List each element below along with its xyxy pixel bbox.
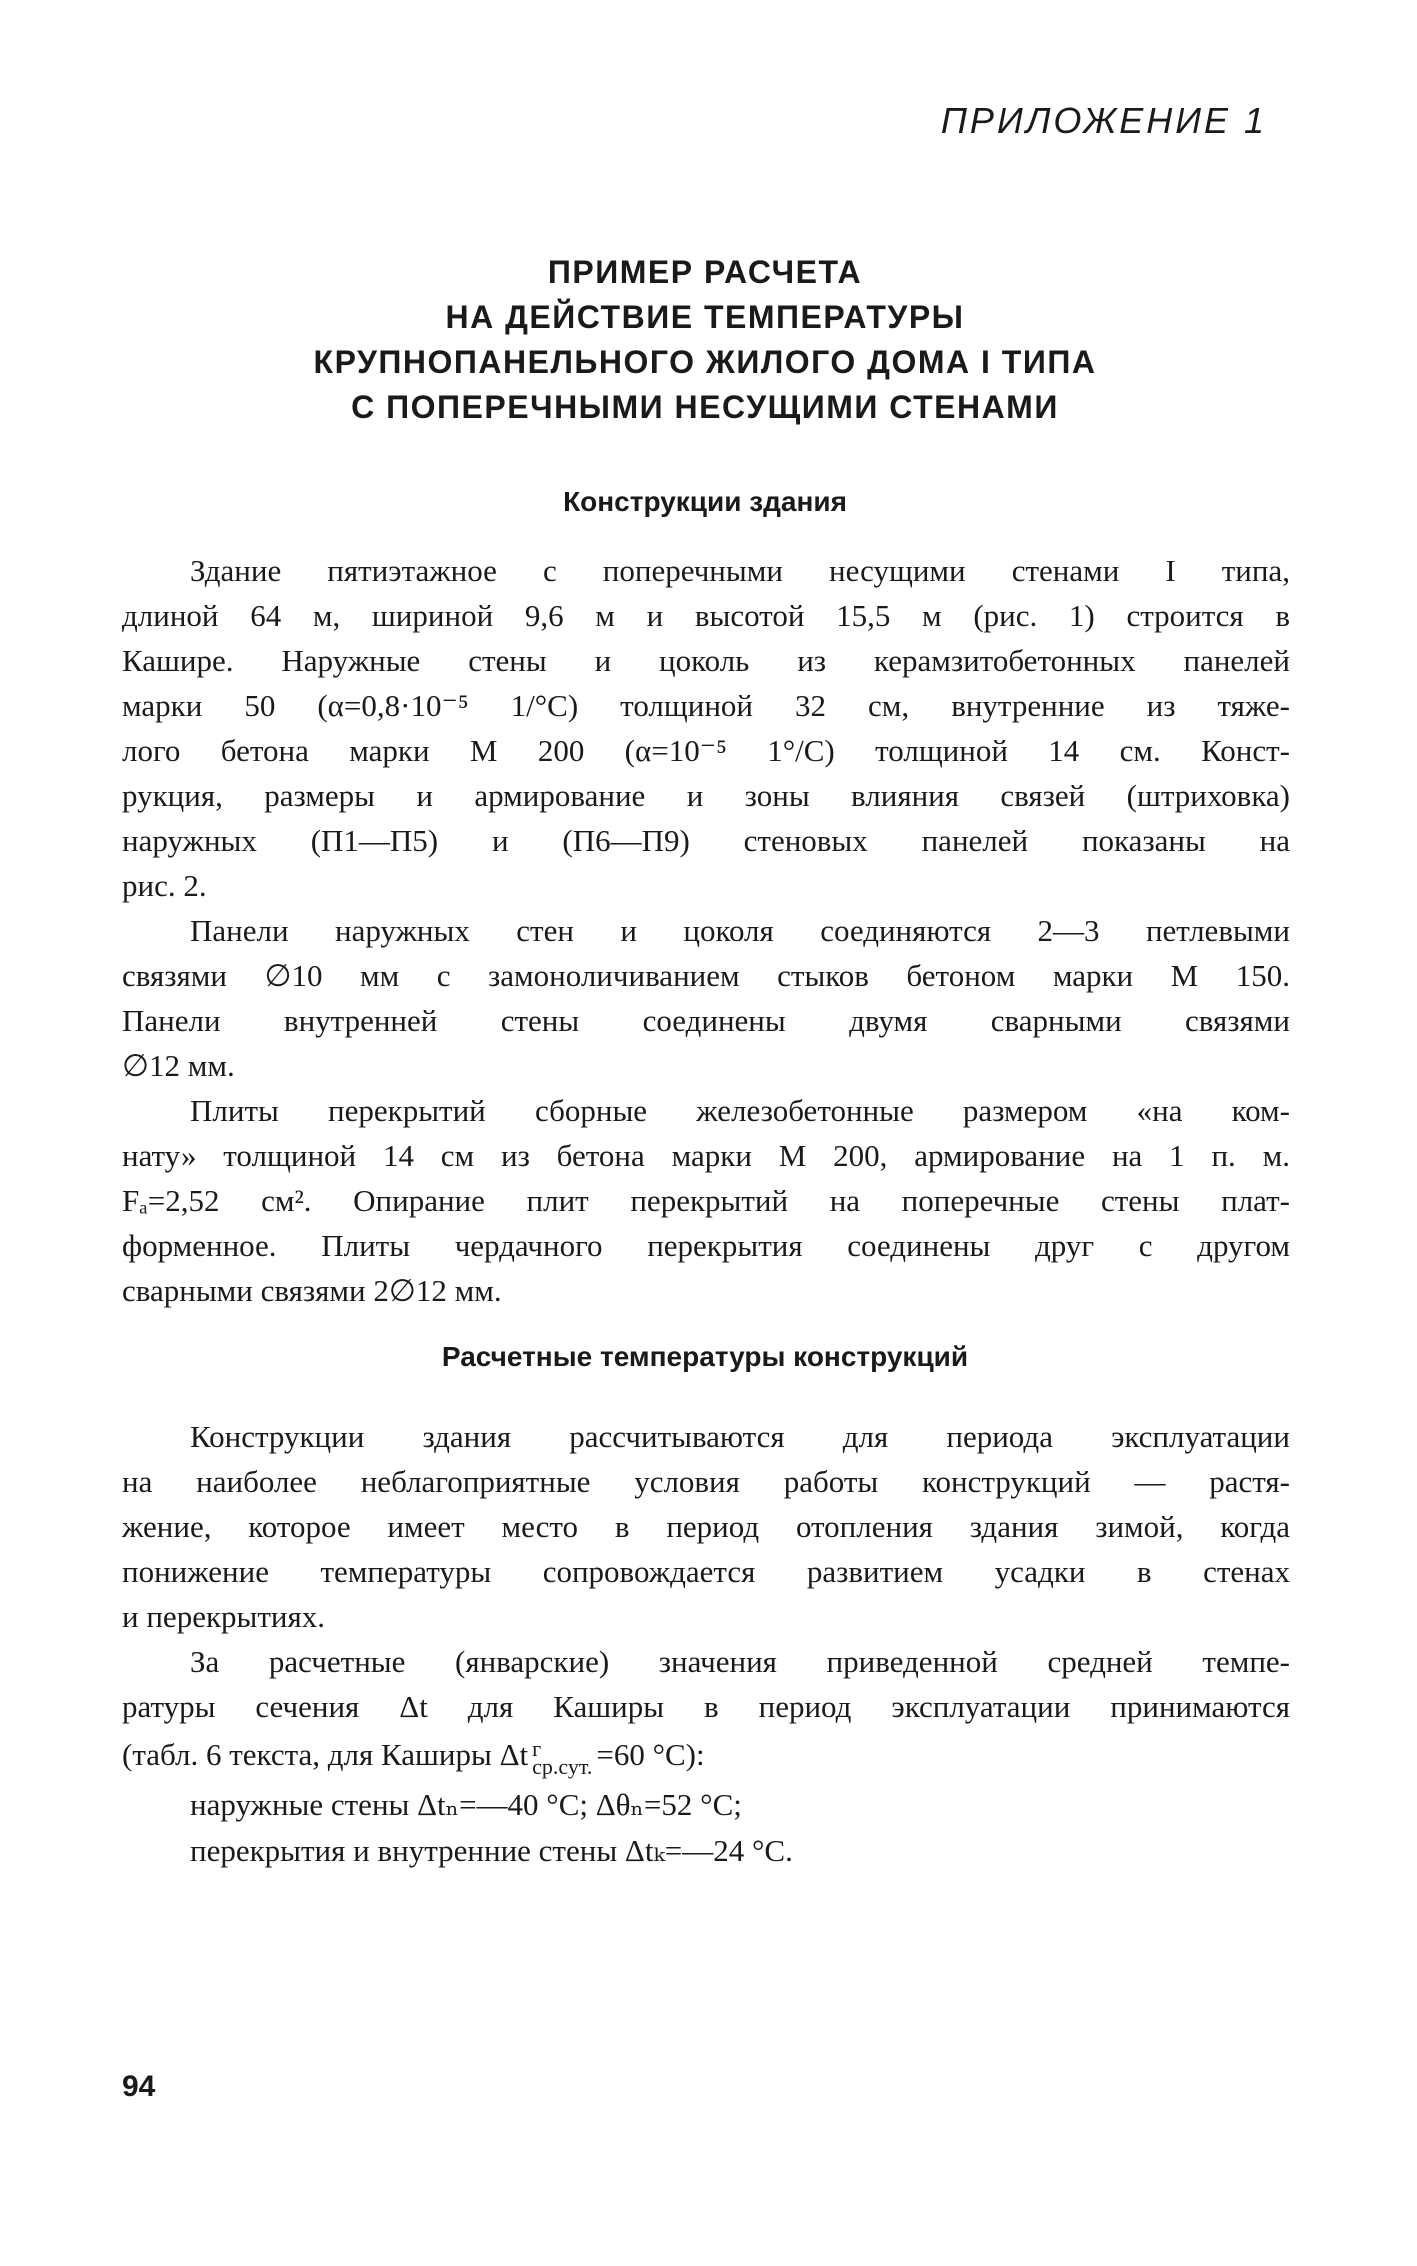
text-line: ∅12 мм. (122, 1048, 235, 1083)
section-heading-temperatures: Расчетные температуры конструкций (441, 1341, 969, 1372)
page-number: 94 (122, 2070, 156, 2103)
text-line: Здание пятиэтажное с поперечными несущими стенами I типа, (190, 553, 1290, 588)
temperature-formula-block (122, 1728, 1290, 1874)
text-line: лого бетона марки М 200 (α=10⁻⁵ 1°/С) толщиной 14 см. Конст- (122, 733, 1290, 768)
text-line: понижение температуры сопровождается развитием усадки в стенах (122, 1554, 1290, 1589)
text-line: на наиболее неблагоприятные условия работы конструкций — растя- (122, 1464, 1290, 1499)
text-line: форменное. Плиты чердачного перекрытия соединены друг с другом (122, 1228, 1290, 1263)
text-line: и перекрытиях. (122, 1599, 325, 1634)
document-title (120, 250, 1290, 430)
title-line: С ПОПЕРЕЧНЫМИ НЕСУЩИМИ СТЕНАМИ (351, 389, 1059, 425)
text-line: марки 50 (α=0,8·10⁻⁵ 1/°С) толщиной 32 см, внутренние из тяже- (122, 688, 1290, 723)
formula-item: перекрытия и внутренние стены Δtₖ=—24 °С. (190, 1833, 793, 1868)
text-line: Конструкции здания рассчитываются для периода эксплуатации (190, 1419, 1290, 1454)
text-line: Fₐ=2,52 см². Опирание плит перекрытий на поперечные стены плат- (122, 1183, 1290, 1218)
formula-line (122, 1728, 1290, 1782)
formula-subscript: ср.сут. (532, 1753, 593, 1779)
text-line: Панели наружных стен и цоколя соединяются 2—3 петлевыми (190, 913, 1290, 948)
appendix-header: ПРИЛОЖЕНИЕ 1 (940, 100, 1267, 141)
text-line: нату» толщиной 14 см из бетона марки М 200, армирование на 1 п. м. (122, 1138, 1290, 1173)
text-line: Плиты перекрытий сборные железобетонные размером «на ком- (190, 1093, 1290, 1128)
text-line: Панели внутренней стены соединены двумя сварными связями (122, 1003, 1290, 1038)
text-line: жение, которое имеет место в период отопления здания зимой, когда (122, 1509, 1290, 1544)
text-line: связями ∅10 мм с замоноличиванием стыков бетоном марки М 150. (122, 958, 1290, 993)
text-line: наружных (П1—П5) и (П6—П9) стеновых панелей показаны на (122, 823, 1290, 858)
formula-superscript: г (532, 1735, 542, 1761)
formula-indices (532, 1735, 593, 1779)
text-line: ратуры сечения Δt для Каширы в период эксплуатации принимаются (122, 1689, 1290, 1724)
text-line: сварными связями 2∅12 мм. (122, 1273, 502, 1308)
section-heading-construction: Конструкции здания (563, 486, 847, 517)
section-construction-body (122, 548, 1290, 1313)
text-line: длиной 64 м, шириной 9,6 м и высотой 15,5 м (рис. 1) строится в (122, 598, 1290, 633)
title-line: ПРИМЕР РАСЧЕТА (547, 254, 863, 290)
text-line: рукция, размеры и армирование и зоны влияния связей (штриховка) (122, 778, 1290, 813)
text-line: За расчетные (январские) значения приведенной средней темпе- (190, 1644, 1290, 1679)
title-line: НА ДЕЙСТВИЕ ТЕМПЕРАТУРЫ (445, 299, 965, 335)
formula-prefix: (табл. 6 текста, для Каширы Δt (122, 1737, 529, 1772)
title-line: КРУПНОПАНЕЛЬНОГО ЖИЛОГО ДОМА I ТИПА (313, 344, 1097, 380)
text-line: Кашире. Наружные стены и цоколь из керамзитобетонных панелей (122, 643, 1290, 678)
section-temperatures-body (122, 1414, 1290, 1729)
text-line: рис. 2. (122, 868, 207, 903)
formula-suffix: =60 °С): (596, 1737, 705, 1772)
formula-item: наружные стены Δtₙ=—40 °С; Δθₙ=52 °С; (190, 1787, 742, 1822)
